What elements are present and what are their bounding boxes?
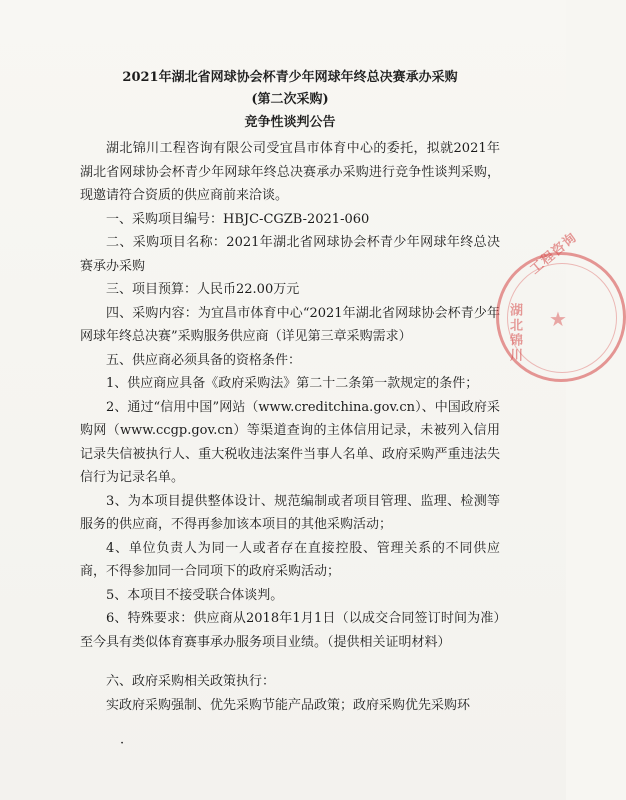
- seal-text-vertical: 湖北锦川: [507, 303, 522, 363]
- qualification-item-1: 1、供应商应具备《政府采购法》第二十二条第一款规定的条件；: [106, 376, 479, 391]
- official-seal: [496, 230, 626, 382]
- procurement-content: 四、采购内容：为宜昌市体育中心“2021年湖北省网球协会杯青少年网球年终总决赛”采购服务供应商（详见第三章采购需求）: [80, 305, 500, 344]
- qualification-item-5: 5、本项目不接受联合体谈判。: [106, 587, 284, 603]
- seal-star-icon: ★: [549, 307, 567, 331]
- project-name: 二、采购项目名称：2021年湖北省网球协会杯青少年网球年终总决赛承办采购: [80, 235, 500, 274]
- document-title: 2021年湖北省网球协会杯青少年网球年终总决赛承办采购: [122, 70, 458, 85]
- document-subtitle: (第二次采购): [251, 92, 329, 107]
- policy-paragraph: 实政府采购强制、优先采购节能产品政策；政府采购优先采购环: [106, 697, 471, 713]
- seal-text-arc: 工程咨询: [527, 230, 581, 278]
- trailing-mark: ·: [120, 736, 125, 751]
- document-body: [80, 68, 500, 717]
- intro-paragraph: 湖北锦川工程咨询有限公司受宜昌市体育中心的委托，拟就2021年湖北省网球协会杯青少年网球年终总决赛承办采购进行竞争性谈判采购，现邀请符合资质的供应商前来洽谈。: [80, 141, 500, 203]
- qualification-item-4: 4、单位负责人为同一人或者存在直接控股、管理关系的不同供应商，不得参加同一合同项下的政府采购活动；: [80, 540, 500, 579]
- qualification-item-6: 6、特殊要求：供应商从2018年1月1日（以成交合同签订时间为准）至今具有类似体育赛事承办服务项目业绩。（提供相关证明材料）: [80, 611, 500, 650]
- policy-heading: 六、政府采购相关政策执行：: [106, 674, 276, 689]
- qualification-heading: 五、供应商必须具备的资格条件：: [106, 352, 302, 368]
- document-heading: 竞争性谈判公告: [244, 115, 336, 130]
- project-number: 一、采购项目编号：HBJC-CGZB-2021-060: [106, 211, 370, 227]
- qualification-item-3: 3、为本项目提供整体设计、规范编制或者项目管理、监理、检测等服务的供应商，不得再参加该本项目的其他采购活动；: [80, 493, 500, 532]
- qualification-item-2: 2、通过“信用中国”网站（www.creditchina.gov.cn）、中国政府采购网（www.ccgp.gov.cn）等渠道查询的主体信用记录，未被列入信用记录失信被执行人、重大税收违法案件当事人名单、政府采购严重违法失信行为记录名单。: [80, 399, 500, 485]
- project-budget: 三、项目预算：人民币22.00万元: [106, 282, 300, 297]
